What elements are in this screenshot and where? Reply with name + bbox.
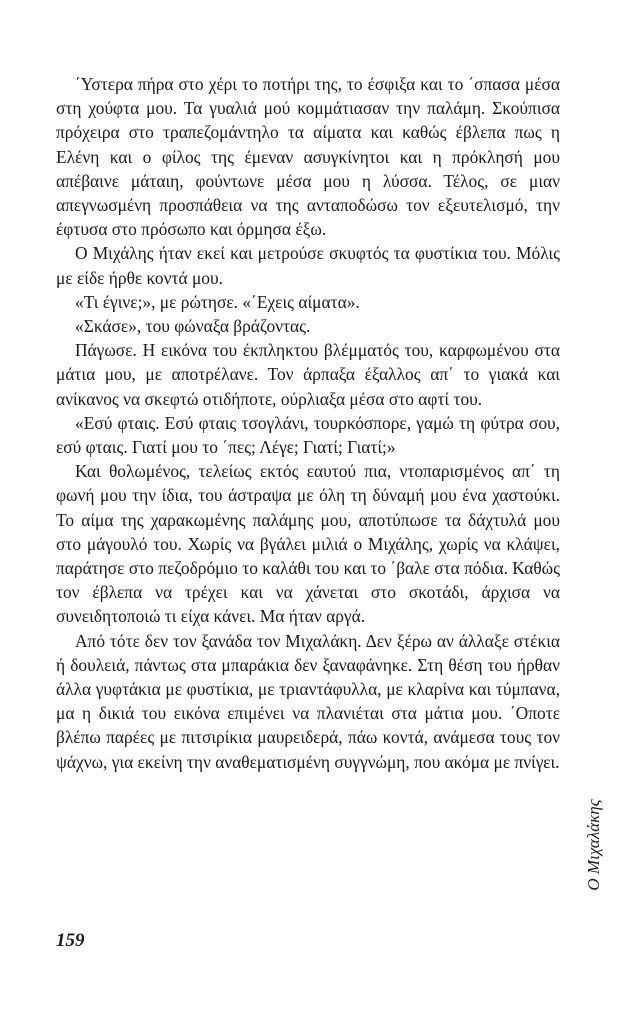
paragraph-1: ΄Υστερα πήρα στο χέρι το ποτήρι της, το έσφιξα και το ΄σπασα μέσα στη χούφτα μου. Τα γυαλιά μού κομμάτιασαν την παλάμη. Σκούπισα πρόχειρα στο τραπεζομάντηλο τα αίματα και καθώς έβλεπα πως η Ελένη και ο φίλος της έμεναν ασυγκίνητοι και η πρόκλησή μου απέβαινε μάταιη, φούντωνε μέσα μου η λύσσα. Τέλος, σε μιαν απεγνωσμένη προσπάθεια να της ανταποδώσω τον εξευτελισμό, την έφτυσα στο πρόσωπο και όρμησα έξω. <box>56 74 560 240</box>
paragraph-5: Πάγωσε. Η εικόνα του έκπληκτου βλέμματός του, καρφωμένου στα μάτια μου, με αποτρέλανε. Τον άρπαξα έξαλλος απ΄ το γιακά και ανίκανος να σκεφτώ οτιδήποτε, ούρλιαξα μέσα στο αφτί του. <box>56 340 560 409</box>
running-head <box>582 790 606 900</box>
paragraph-2: Ο Μιχάλης ήταν εκεί και μετρούσε σκυφτός τα φυστίκια του. Μόλις με είδε ήρθε κοντά μου. <box>56 243 560 288</box>
paragraph-6: «Εσύ φταις. Εσύ φταις τσογλάνι, τουρκόσπορε, γαμώ τη φύτρα σου, εσύ φταις. Γιατί μου το ΄πες; Λέγε; Γιατί; Γιατί;» <box>56 412 560 458</box>
paragraph-7: Και θολωμένος, τελείως εκτός εαυτού πια, ντοπαρισμένος απ΄ τη φωνή μου την ίδια, του άστραψα με όλη τη δύναμή μου ένα χαστούκι. Το αίμα της χαρακωμένης παλάμης μου, αποτύπωσε τα δάχτυλά μου στο μάγουλό του. Χωρίς να βγάλει μιλιά ο Μιχάλης, χωρίς να κλάψει, παράτησε στο πεζοδρόμιο το καλάθι του και το ΄βαλε στα πόδια. Καθώς τον έβλεπα να τρέχει και να χάνεται στο σκοτάδι, άρχισα να συνειδητοποιώ τι είχα κάνει. Μα ήταν αργά. <box>56 461 560 627</box>
running-head-text: Ο Μιχαλάκης <box>584 799 603 891</box>
page-number: 159 <box>56 930 85 951</box>
paragraph-4: «Σκάσε», του φώναξα βράζοντας. <box>75 316 311 337</box>
paragraph-8: Από τότε δεν τον ξανάδα τον Μιχαλάκη. Δεν ξέρω αν άλλαξε στέκια ή δουλειά, πάντως στα μπαράκια δεν ξαναφάνηκε. Στη θέση του ήρθαν άλλα γυφτάκια με φυστίκια, με τριαντάφυλλα, με κλαρίνα και τύμπανα, μα η δικιά του εικόνα επιμένει να πλανιέται στα μάτια μου. ΄Οποτε βλέπω παρέες με πιτσιρίκια μαυρειδερά, πάω κοντά, ανάμεσα τους τον ψάχνω, για εκείνη την αναθεματισμένη συγγνώμη, που ακόμα με πνίγει. <box>56 630 560 772</box>
paragraph-3: «Τι έγινε;», με ρώτησε. «΄Εχεις αίματα». <box>75 291 360 312</box>
body-text <box>56 72 560 774</box>
